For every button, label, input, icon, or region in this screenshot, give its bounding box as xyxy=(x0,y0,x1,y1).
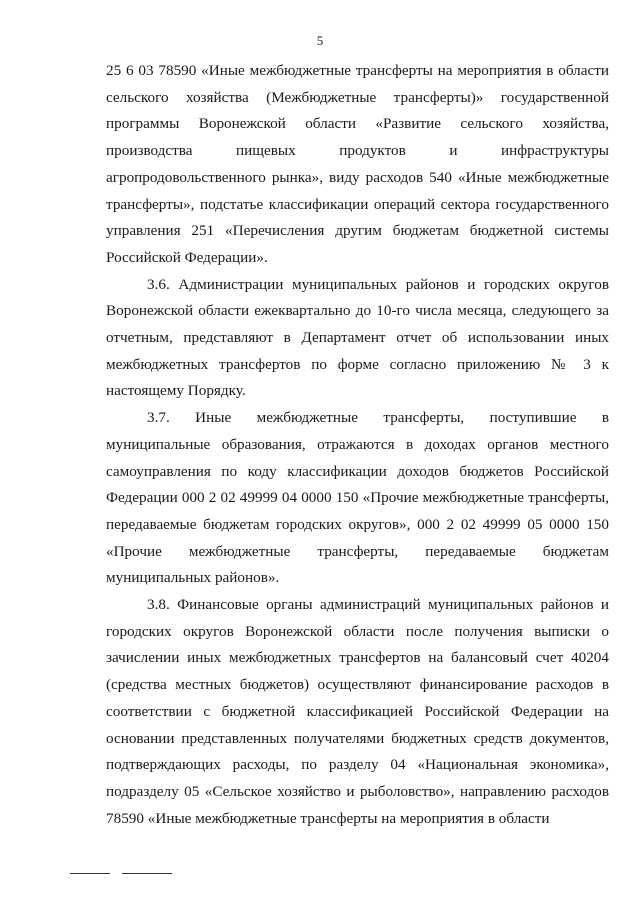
footer-line-left xyxy=(70,873,110,874)
paragraph-section-3-8: 3.8. Финансовые органы администраций муниципальных районов и городских округов Воронежской области после получения выписки о зачислении иных межбюджетных трансфертов на балансовый счет 40204 (средства местных бюджетов) осуществляют финансирование расходов в соответствии с бюджетной классификацией Российской Федерации на основании представленных получателями бюджетных средств документов, подтверждающих расходы, по разделу 04 «Национальная экономика», подразделу 05 «Сельское хозяйство и рыболовство», направлению расходов 78590 «Иные межбюджетные трансферты на мероприятия в области xyxy=(106,596,609,827)
page-number: 5 xyxy=(316,33,324,48)
footer-marks xyxy=(70,873,190,877)
document-body xyxy=(106,58,609,832)
paragraph-section-3-6: 3.6. Администрации муниципальных районов и городских округов Воронежской области ежеквартально до 10-го числа месяца, следующего за отчетным, представляют в Департамент отчет об использовании иных межбюджетных трансфертов по форме согласно приложению № 3 к настоящему Порядку. xyxy=(106,275,609,400)
footer-line-right xyxy=(122,873,172,874)
paragraph-continuation: 25 6 03 78590 «Иные межбюджетные трансферты на мероприятия в области сельского хозяйства (Межбюджетные трансферты)» государственной программы Воронежской области «Развитие сельского хозяйства, производства пищевых продуктов и инфраструктуры агропродовольственного рынка», виду расходов 540 «Иные межбюджетные трансферты», подстатье классификации операций сектора государственного управления 251 «Перечисления другим бюджетам бюджетной системы Российской Федерации». xyxy=(106,62,609,266)
paragraph-section-3-7: 3.7. Иные межбюджетные трансферты, поступившие в муниципальные образования, отражаются в доходах органов местного самоуправления по коду классификации доходов бюджетов Российской Федерации 000 2 02 49999 04 0000 150 «Прочие межбюджетные трансферты, передаваемые бюджетам городских округов», 000 2 02 49999 05 0000 150 «Прочие межбюджетные трансферты, передаваемые бюджетам муниципальных районов». xyxy=(106,409,609,587)
